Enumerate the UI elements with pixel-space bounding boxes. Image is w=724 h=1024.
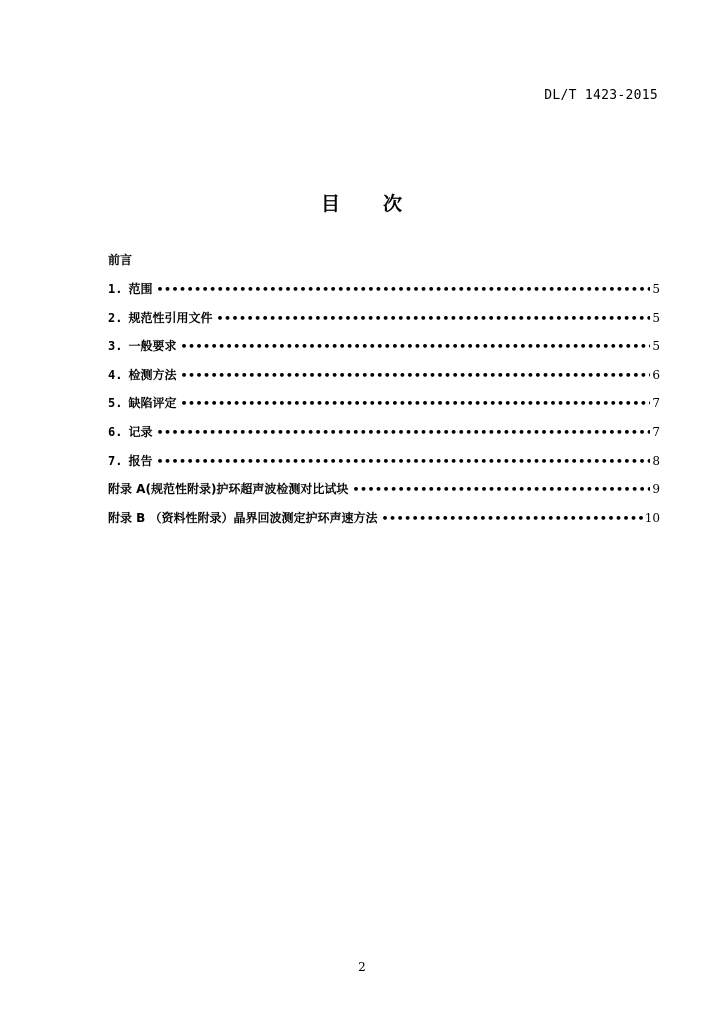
toc-leader-dots xyxy=(180,394,650,414)
toc-leader-dots xyxy=(352,480,650,500)
toc-entry-label xyxy=(108,279,152,299)
page-title xyxy=(0,189,724,216)
toc-entry-label xyxy=(108,422,152,442)
toc-entry-page: 5 xyxy=(652,282,660,296)
toc-entry-text: 记录 xyxy=(128,424,153,439)
page-number: 2 xyxy=(358,960,366,974)
toc-entry-page: 5 xyxy=(652,310,660,325)
toc-entry-scope[interactable] xyxy=(108,279,660,308)
toc-entry-text: 附录 A(规范性附录)护环超声波检测对比试块 xyxy=(108,482,349,497)
toc-entry-label xyxy=(108,508,378,528)
toc-entry-text: 一般要求 xyxy=(128,339,177,354)
toc-entry-label xyxy=(108,336,176,356)
toc-leader-dots xyxy=(382,509,643,529)
toc-entry-text: 范围 xyxy=(128,282,153,296)
toc-entry-number: 7. xyxy=(108,453,123,468)
toc-entry-appendix-a[interactable] xyxy=(108,479,660,508)
toc-entry-report[interactable] xyxy=(108,451,660,480)
table-of-contents xyxy=(108,250,660,536)
toc-entry-normative-references[interactable] xyxy=(108,308,660,337)
toc-entry-number: 4. xyxy=(108,367,123,382)
toc-leader-dots xyxy=(156,452,650,472)
toc-leader-dots xyxy=(216,309,650,329)
toc-entry-label xyxy=(108,393,176,413)
title-char-1: 目 xyxy=(320,193,341,215)
toc-entry-number: 3. xyxy=(108,339,123,354)
toc-entry-label xyxy=(108,308,212,328)
toc-leader-dots xyxy=(156,423,650,443)
toc-entry-number: 5. xyxy=(108,396,123,411)
toc-entry-page: 8 xyxy=(652,453,660,468)
toc-entry-label xyxy=(108,365,176,385)
toc-entry-text: 附录 B （资料性附录）晶界回波测定护环声速方法 xyxy=(108,510,378,525)
toc-entry-general-requirements[interactable] xyxy=(108,336,660,365)
toc-entry-defect-evaluation[interactable] xyxy=(108,393,660,422)
title-char-2: 次 xyxy=(383,193,404,215)
toc-entry-label xyxy=(108,479,348,499)
toc-preface[interactable]: 前言 xyxy=(108,253,133,267)
toc-entry-text: 缺陷评定 xyxy=(128,396,177,411)
toc-leader-dots xyxy=(180,337,650,357)
toc-entry-page: 6 xyxy=(652,367,660,382)
toc-entry-label xyxy=(108,451,152,471)
toc-entry-page: 5 xyxy=(652,339,660,354)
toc-entry-page: 10 xyxy=(644,510,660,525)
toc-entry-number: 6. xyxy=(108,424,123,439)
toc-entry-page: 7 xyxy=(652,424,660,439)
toc-entry-page: 9 xyxy=(652,482,660,497)
toc-entry-appendix-b[interactable] xyxy=(108,508,660,537)
toc-leader-dots xyxy=(156,280,650,300)
standard-code: DL/T 1423-2015 xyxy=(544,88,658,103)
toc-entry-text: 规范性引用文件 xyxy=(128,310,213,325)
toc-entry-text: 报告 xyxy=(128,453,153,468)
toc-leader-dots xyxy=(180,366,650,386)
toc-entry-text: 检测方法 xyxy=(128,367,177,382)
toc-entry-number: 1. xyxy=(108,282,123,296)
toc-entry-records[interactable] xyxy=(108,422,660,451)
toc-entry-test-methods[interactable] xyxy=(108,365,660,394)
toc-entry-number: 2. xyxy=(108,310,123,325)
toc-entry-page: 7 xyxy=(652,396,660,411)
